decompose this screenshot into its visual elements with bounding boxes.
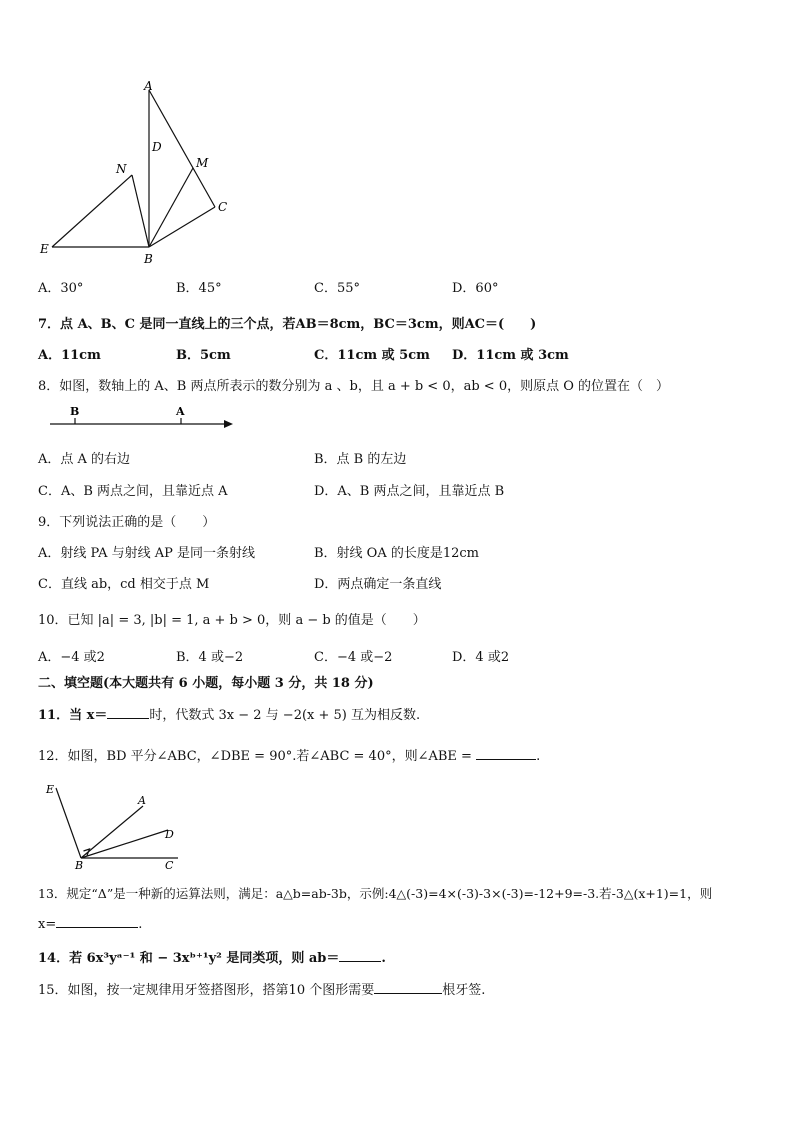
number-line-figure — [45, 402, 240, 432]
q13-line2-pre: x= — [38, 917, 57, 932]
label-B: B — [75, 859, 84, 872]
q13-line1: 13．规定“Δ”是一种新的运算法则，满足：a△b=ab-3b，示例:4△(-3)=4×(-3)-3×(-3)=-12+9=-3.若-3△(x+1)=1，则 — [38, 886, 713, 901]
q13-line2 — [38, 915, 142, 932]
label-E: E — [46, 783, 55, 796]
segment-MB — [149, 168, 193, 247]
q8-option-c[interactable]: C．A、B 两点之间，且靠近点 A — [38, 484, 228, 499]
segment-BC — [149, 207, 215, 247]
segment-EN — [52, 175, 132, 247]
q6-option-d[interactable]: D．60° — [452, 281, 499, 296]
q10-stem: 10．已知 |a| = 3, |b| = 1, a + b > 0，则 a − b 的值是（ ） — [38, 613, 426, 628]
q14-pre: 14．若 6x³yᵃ⁻¹ 和 − 3xᵇ⁺¹y² 是同类项，则 ab＝ — [38, 951, 340, 966]
angle-figure — [38, 778, 188, 873]
label-C: C — [218, 200, 228, 214]
q12-answer-blank[interactable] — [476, 747, 536, 760]
ray-BD — [81, 830, 168, 858]
geometry-figure-1 — [30, 75, 250, 270]
label-D: D — [152, 140, 162, 154]
q15-pre: 15．如图，按一定规律用牙签搭图形，搭第10 个图形需要 — [38, 983, 375, 998]
label-A: A — [144, 79, 153, 93]
q13-answer-blank[interactable] — [56, 915, 138, 928]
q11-post: 时，代数式 3x − 2 与 −2(x + 5) 互为相反数. — [149, 708, 421, 723]
axis-label-A: A — [176, 405, 185, 418]
q14-post: . — [381, 951, 386, 966]
q8-option-d[interactable]: D．A、B 两点之间，且靠近点 B — [314, 484, 505, 499]
q12 — [38, 745, 540, 764]
q15-answer-blank[interactable] — [374, 981, 442, 994]
q9-option-d[interactable]: D．两点确定一条直线 — [314, 577, 442, 592]
label-C: C — [165, 859, 174, 872]
section-heading: 二、填空题(本大题共有 6 小题，每小题 3 分，共 18 分) — [38, 676, 374, 691]
q8-option-a[interactable]: A．点 A 的右边 — [38, 452, 131, 467]
q12-pre: 12．如图，BD 平分∠ABC，∠DBE = 90°.若∠ABC = 40°，则∠ABE = — [38, 749, 472, 764]
q7-option-d[interactable]: D．11cm 或 3cm — [452, 348, 569, 363]
q8-stem: 8．如图，数轴上的 A、B 两点所表示的数分别为 a 、b，且 a + b < 0，ab < 0，则原点 O 的位置在（ ） — [38, 379, 670, 394]
arrow-head-icon — [224, 420, 233, 428]
label-D: D — [165, 828, 174, 841]
q10-option-b[interactable]: B．4 或−2 — [176, 650, 244, 665]
q11-answer-blank[interactable] — [107, 706, 149, 719]
q6-option-a[interactable]: A．30° — [38, 281, 84, 296]
q13-line2-post: . — [138, 917, 143, 932]
q9-option-c[interactable]: C．直线 ab，cd 相交于点 M — [38, 577, 210, 592]
q15-post: 根牙签. — [442, 983, 486, 998]
q7-option-b[interactable]: B．5cm — [176, 348, 231, 363]
q11 — [38, 704, 420, 723]
q7-stem: 7．点 A、B、C 是同一直线上的三个点，若AB＝8cm，BC＝3cm，则AC＝( ) — [38, 317, 537, 332]
q9-option-b[interactable]: B．射线 OA 的长度是12cm — [314, 546, 480, 561]
ray-BA — [81, 806, 143, 858]
q8-option-b[interactable]: B．点 B 的左边 — [314, 452, 407, 467]
ray-BE — [56, 788, 81, 858]
axis-label-B: B — [70, 405, 80, 418]
q7-option-c[interactable]: C．11cm 或 5cm — [314, 348, 430, 363]
segment-NB — [132, 175, 149, 247]
q6-option-b[interactable]: B．45° — [176, 281, 222, 296]
q10-option-c[interactable]: C．−4 或−2 — [314, 650, 393, 665]
q10-option-d[interactable]: D．4 或2 — [452, 650, 510, 665]
label-A: A — [138, 794, 146, 807]
q9-option-a[interactable]: A．射线 PA 与射线 AP 是同一条射线 — [38, 546, 255, 561]
label-E: E — [40, 242, 49, 256]
label-B: B — [144, 252, 153, 266]
q9-stem: 9．下列说法正确的是（ ） — [38, 515, 216, 530]
label-M: M — [196, 156, 209, 170]
q14-answer-blank[interactable] — [339, 949, 381, 962]
label-N: N — [116, 162, 127, 176]
q7-option-a[interactable]: A．11cm — [38, 348, 101, 363]
q12-post: . — [536, 749, 541, 764]
q15 — [38, 979, 485, 998]
q14 — [38, 947, 386, 966]
q11-pre: 11．当 x＝ — [38, 708, 108, 723]
q10-option-a[interactable]: A．−4 或2 — [38, 650, 105, 665]
q6-option-c[interactable]: C．55° — [314, 281, 360, 296]
